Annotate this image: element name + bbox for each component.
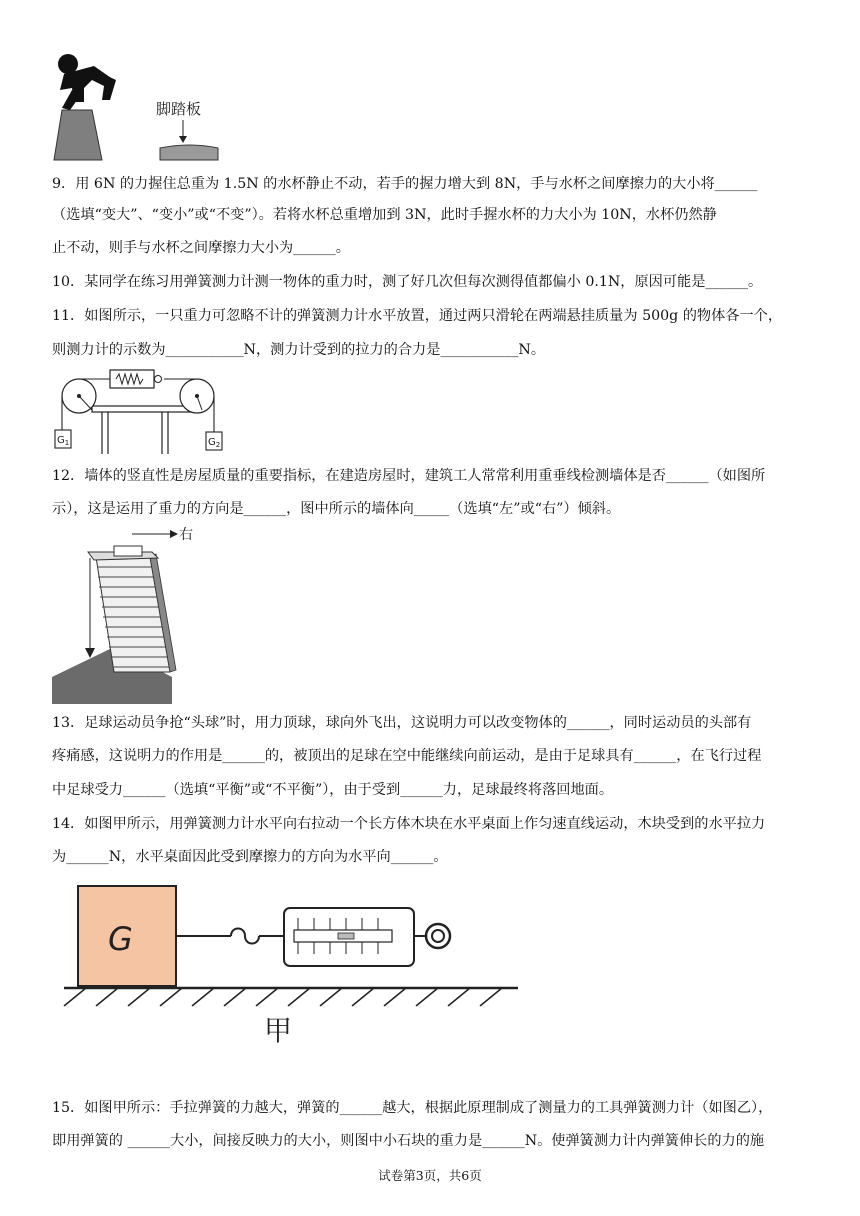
q12-line-1: 12．墙体的竖直性是房屋质量的重要指标，在建造房屋时，建筑工人常常利用重垂线检测墙体是否______（如图所 bbox=[52, 468, 766, 484]
wall-direction-label: 右 bbox=[179, 527, 193, 543]
q15-line-1: 15．如图甲所示：手拉弹簧的力越大，弹簧的______越大，根据此原理制成了测量力的工具弹簧测力计（如图乙）， bbox=[52, 1100, 773, 1116]
q11-line-1: 11．如图所示，一只重力可忽略不计的弹簧测力计水平放置，通过两只滑轮在两端悬挂质量为 500g 的物体各一个， bbox=[52, 308, 783, 324]
page-footer: 试卷第3页，共6页 bbox=[378, 1168, 482, 1183]
q11-line-2: 则测力计的示数为___________N，测力计受到的拉力的合力是___________N。 bbox=[52, 342, 546, 358]
q9-line-2: （选填“变大”、“变小”或“不变”）。若将水杯总重增加到 3N，此时手握水杯的力大小为 10N，水杯仍然静 bbox=[52, 207, 717, 223]
pedal-label: 脚踏板 bbox=[156, 100, 202, 118]
q9-line-3: 止不动，则手与水杯之间摩擦力大小为______。 bbox=[52, 240, 350, 256]
plumb-wall-figure bbox=[52, 522, 202, 704]
g2-subscript: 2 bbox=[215, 441, 221, 449]
q15-line-2: 即用弹簧的 ______大小，间接反映力的大小，则图中小石块的重力是______N。使弹簧测力计内弹簧伸长的力的施 bbox=[52, 1133, 765, 1149]
pulley-spring-scale-figure bbox=[52, 362, 232, 457]
block-label: G bbox=[108, 920, 133, 958]
g2-label: G bbox=[208, 437, 216, 448]
q10-line-1: 10．某同学在练习用弹簧测力计测一物体的重力时，测了好几次但每次测得值都偏小 0.1N，原因可能是______。 bbox=[52, 274, 763, 290]
g1-label: G bbox=[57, 435, 65, 446]
block-spring-scale-figure bbox=[56, 882, 526, 1057]
q13-line-2: 疼痛感，这说明力的作用是______的，被顶出的足球在空中能继续向前运动，是由于足球具有______，在飞行过程 bbox=[52, 748, 762, 764]
q9-line-1: 9．用 6N 的力握住总重为 1.5N 的水杯静止不动，若手的握力增大到 8N，手与水杯之间摩擦力的大小将______ bbox=[52, 176, 758, 192]
starting-block-figure bbox=[50, 50, 230, 165]
g1-subscript: 1 bbox=[64, 439, 70, 447]
q13-line-3: 中足球受力______（选填“平衡”或“不平衡”），由于受到______力，足球最终将落回地面。 bbox=[52, 782, 614, 798]
q14-line-1: 14．如图甲所示，用弹簧测力计水平向右拉动一个长方体木块在水平桌面上作匀速直线运动，木块受到的水平拉力 bbox=[52, 816, 766, 832]
q13-line-1: 13．足球运动员争抢“头球”时，用力顶球，球向外飞出，这说明力可以改变物体的______，同时运动员的头部有 bbox=[52, 715, 752, 731]
q12-line-2: 示），这是运用了重力的方向是______，图中所示的墙体向_____（选填“左”或“右”）倾斜。 bbox=[52, 501, 621, 517]
figure-jia-label: 甲 bbox=[264, 1014, 293, 1047]
q14-line-2: 为______N，水平桌面因此受到摩擦力的方向为水平向______。 bbox=[52, 849, 448, 865]
